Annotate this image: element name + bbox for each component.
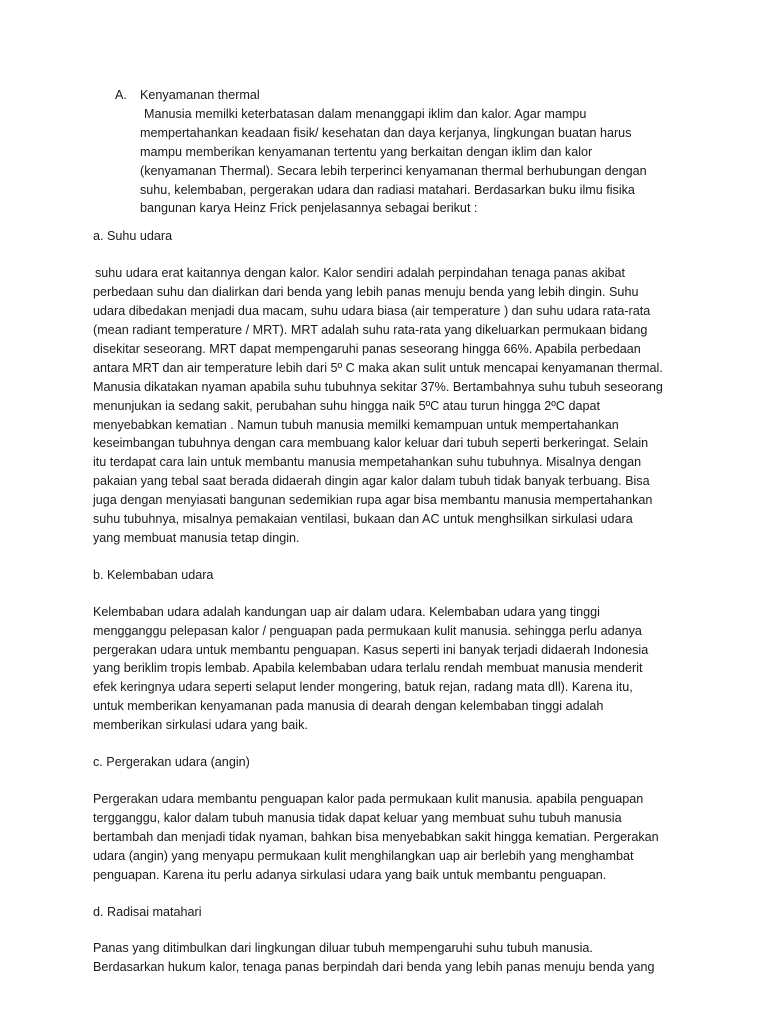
spacer bbox=[93, 246, 663, 264]
section-a-paragraph: Manusia memilki keterbatasan dalam menanggapi iklim dan kalor. Agar mampu mempertahankan keadaan fisik/ kesehatan dan daya kerjanya, lingkungan buatan harus mampu memberikan kenyamanan tertentu yang berkaitan dengan iklim dan kalor (kenyamanan Thermal). Secara lebih terperinci kenyamanan thermal berhubungan dengan suhu, kelembaban, pergerakan udara dan radiasi matahari. Berdasarkan buku ilmu fisika bangunan karya Heinz Frick penjelasannya sebagai berikut : bbox=[140, 106, 647, 216]
spacer bbox=[93, 218, 663, 227]
section-a-title: Kenyamanan thermal bbox=[140, 88, 260, 102]
section-heading: a. Suhu udara bbox=[93, 229, 173, 244]
section-heading: c. Pergerakan udara (angin) bbox=[93, 755, 250, 770]
section-a-body bbox=[140, 86, 663, 218]
section-paragraph: Panas yang ditimbulkan dari lingkungan diluar tubuh mempengaruhi suhu tubuh manusia. Berdasarkan hukum kalor, tenaga panas berpindah dari benda yang lebih panas menuju benda yang bbox=[93, 941, 655, 975]
section-pergerakan-udara bbox=[93, 753, 663, 884]
spacer bbox=[93, 735, 663, 753]
section-suhu-udara bbox=[93, 227, 663, 548]
spacer bbox=[93, 772, 663, 790]
section-paragraph: suhu udara erat kaitannya dengan kalor. Kalor sendiri adalah perpindahan tenaga panas akibat perbedaan suhu dan dialirkan dari benda yang lebih panas menuju benda yang lebih dingin. Suhu udara dibedakan menjadi dua macam, suhu udara biasa (air temperature ) dan suhu udara rata-rata (mean radiant temperature / MRT). MRT adalah suhu rata-rata yang dikeluarkan permukaan bidang disekitar seseorang. MRT dapat mempengaruhi panas seseorang hingga 66%. Apabila perbedaan antara MRT dan air temperature lebih dari 5º C maka akan sulit untuk mencapai kenyamanan thermal. Manusia dikatakan nyaman apabila suhu tubuhnya sekitar 37%. Bertambahnya suhu tubuh seseorang menunjukan ia sedang sakit, perubahan suhu hingga naik 5ºC atau turun hingga 2ºC dapat menyebabkan kematian . Namun tubuh manusia memilki kemampuan untuk mempertahankan keseimbangan tubuhnya dengan cara membuang kalor keluar dari tubuh seperti berkeringat. Selain itu terdapat cara lain untuk membantu manusia mempetahankan suhu tubuhnya. Misalnya dengan pakaian yang tebal saat berada didaerah dingin agar kalor dalam tubuh tidak banyak terbuang. Bisa juga dengan menyiasati bangunan sedemikian rupa agar bisa membantu manusia mempertahankan suhu tubuhnya, misalnya pemakaian ventilasi, bukaan dan AC untuk menghsilkan sirkulasi udara yang membuat manusia tetap dingin. bbox=[93, 266, 663, 545]
section-paragraph: Kelembaban udara adalah kandungan uap air dalam udara. Kelembaban udara yang tinggi mengganggu pelepasan kalor / penguapan pada permukaan kulit manusia. sehingga perlu adanya pergerakan udara untuk membantu penguapan. Kasus seperti ini banyak terjadi didaerah Indonesia yang beriklim tropis lembab. Apabila kelembaban udara terlalu rendah membuat manusia menderit efek keringnya udara seperti selaput lender mongering, batuk rejan, radang mata dll). Karena itu, untuk memberikan kenyamanan pada manusia di dearah dengan kelembaban tinggi adalah memberikan sirkulasi udara yang baik. bbox=[93, 604, 649, 733]
section-a bbox=[93, 86, 663, 218]
spacer bbox=[93, 921, 663, 939]
document-content bbox=[93, 86, 663, 977]
section-heading: d. Radisai matahari bbox=[93, 904, 202, 919]
section-kelembaban-udara bbox=[93, 566, 663, 735]
section-heading: b. Kelembaban udara bbox=[93, 567, 214, 582]
spacer bbox=[93, 585, 663, 603]
spacer bbox=[93, 885, 663, 903]
list-marker: A. bbox=[115, 88, 127, 102]
section-radiasi-matahari bbox=[93, 903, 663, 978]
section-paragraph: Pergerakan udara membantu penguapan kalor pada permukaan kulit manusia. apabila penguapan tergganggu, kalor dalam tubuh manusia tidak dapat keluar yang membuat suhu tubuh manusia bertambah dan menjadi tidak nyaman, bahkan bisa menyebabkan sakit hingga kematian. Pergerakan udara (angin) yang menyapu permukaan kulit menghilangkan uap air berlebih yang menghambat penguapan. Karena itu perlu adanya sirkulasi udara yang baik untuk membantu penguapan. bbox=[93, 792, 659, 882]
spacer bbox=[93, 548, 663, 566]
